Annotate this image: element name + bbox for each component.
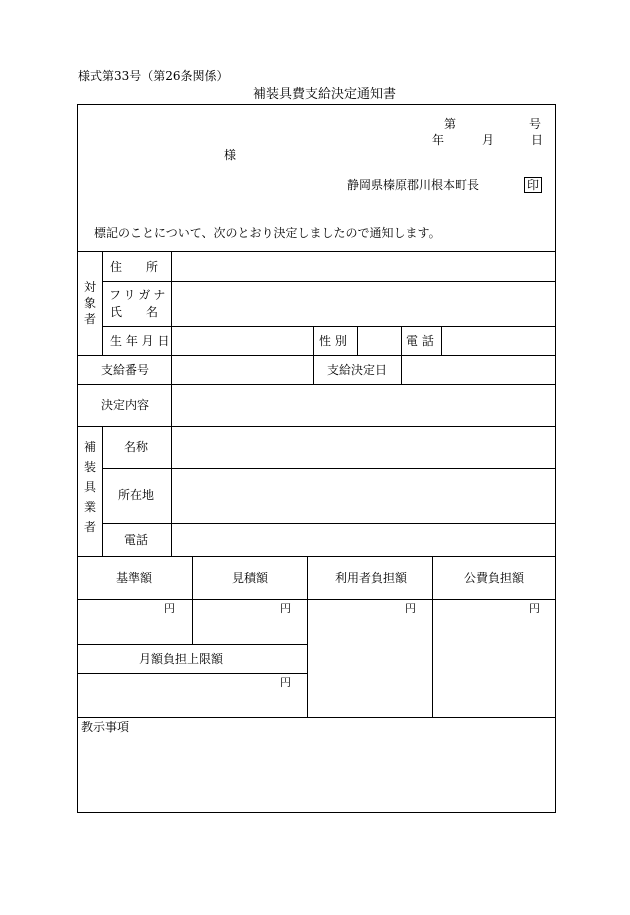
form-table [77,104,556,813]
user-burden-label: 利用者負担額 [335,571,408,585]
instruction-label: 教示事項 [81,720,130,734]
base-amount-label: 基準額 [116,571,153,585]
base-amount-yen: 円 [164,602,175,615]
notice-text: 標記のことについて、次のとおり決定しましたので通知します。 [94,226,441,240]
payment-number-label: 支給番号 [101,363,150,377]
monthly-limit-label: 月額負担上限額 [139,652,224,666]
payment-date-label: 支給決定日 [327,363,388,377]
target-group-label: 対 象 者 [83,280,96,326]
address-label: 住 所 [110,260,159,274]
issuer-name: 静岡県榛原郡川根本町長 [347,178,480,192]
day-label: 日 [531,133,544,147]
form-number: 様式第33号（第26条関係） [78,69,229,83]
phone-label: 電 話 [406,334,434,348]
name-label: 氏 名 [110,305,159,319]
vendor-phone-label: 電話 [124,533,149,547]
estimate-amount-label: 見積額 [232,571,269,585]
recipient-honorific: 様 [224,148,237,162]
number-dai-label: 第 [444,117,457,131]
public-burden-label: 公費負担額 [464,571,525,585]
estimate-amount-yen: 円 [280,602,291,615]
year-label: 年 [432,133,445,147]
furigana-label: フリガナ [109,288,169,302]
seal-mark: 印 [524,177,542,193]
birthdate-label: 生 年 月 日 [110,334,170,348]
month-label: 月 [482,133,495,147]
public-burden-yen: 円 [529,602,540,615]
vendor-name-label: 名称 [124,440,149,454]
number-go-label: 号 [529,117,542,131]
monthly-limit-yen: 円 [280,676,291,689]
decision-content-label: 決定内容 [101,398,150,412]
user-burden-yen: 円 [405,602,416,615]
vendor-location-label: 所在地 [118,488,155,502]
vendor-group-label: 補 装 具 業 者 [83,440,96,534]
gender-label: 性 別 [319,334,347,348]
document-title: 補装具費支給決定通知書 [253,87,397,102]
